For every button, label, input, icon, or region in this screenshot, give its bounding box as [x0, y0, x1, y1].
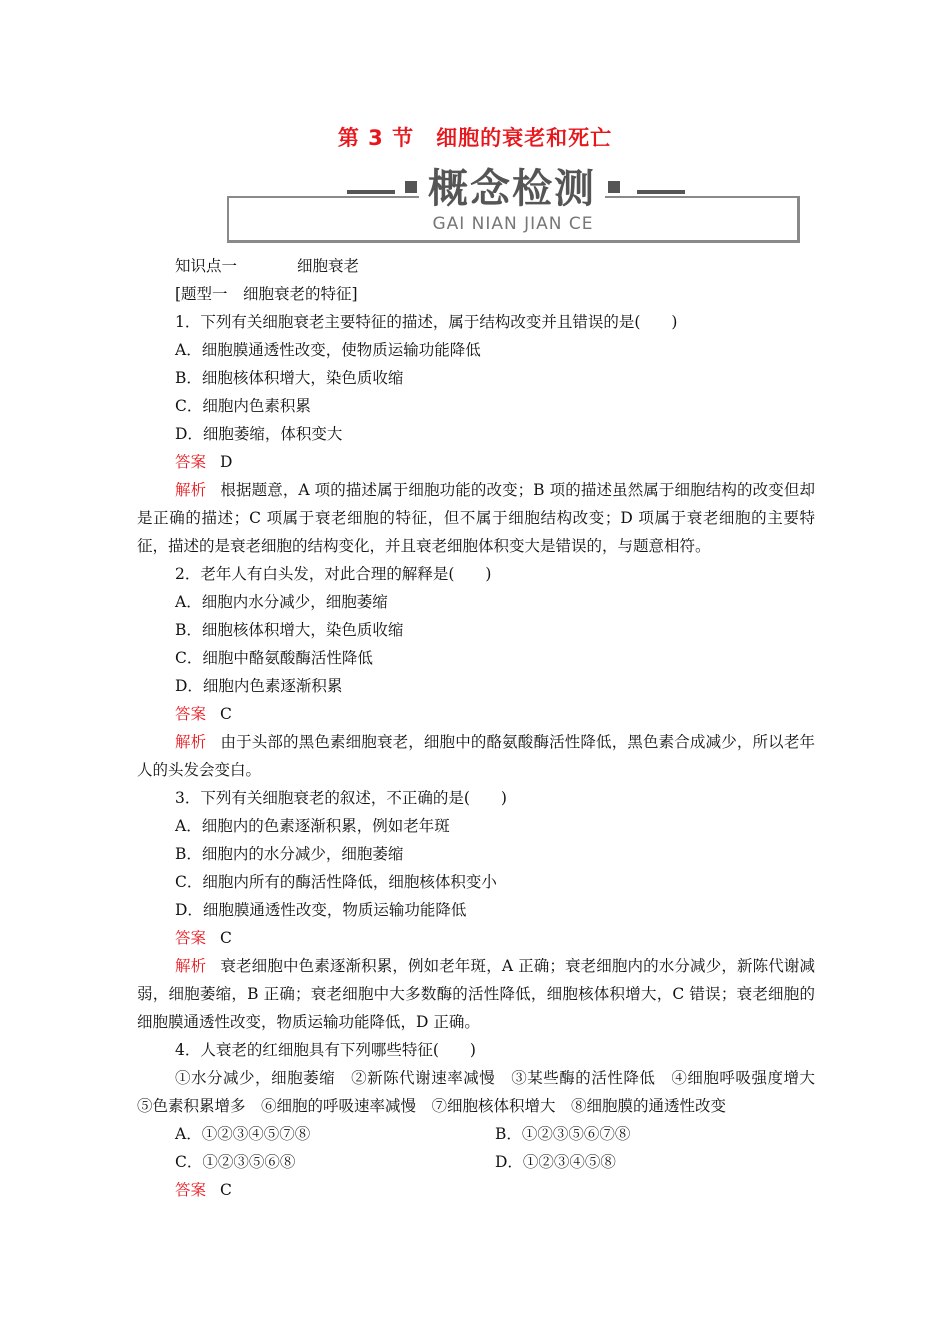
question-type-heading: [题型一 细胞衰老的特征] — [175, 285, 358, 303]
answer-label: 答案 — [175, 453, 207, 471]
answer-value: C — [220, 1181, 232, 1199]
analysis-label: 解析 — [175, 957, 207, 975]
analysis-text: 由于头部的黑色素细胞衰老，细胞中的酪氨酸酶活性降低，黑色素合成减少，所以老年人的头发会变白。 — [137, 733, 815, 779]
answer-value: D — [220, 453, 233, 471]
banner-square-right — [608, 181, 620, 193]
banner-square-left — [405, 181, 417, 193]
analysis-label: 解析 — [175, 481, 207, 499]
answer-line — [137, 700, 815, 728]
question-option: B．①②③⑤⑥⑦⑧ — [495, 1125, 631, 1143]
question-stem: 2．老年人有白头发，对此合理的解释是( ) — [175, 565, 492, 583]
question-option: B．细胞核体积增大，染色质收缩 — [175, 369, 404, 387]
answer-label: 答案 — [175, 929, 207, 947]
answer-line — [137, 1176, 815, 1204]
banner-title-en: GAI NIAN JIAN CE — [432, 214, 594, 234]
question-option: B．细胞核体积增大，染色质收缩 — [175, 621, 404, 639]
analysis-text: 衰老细胞中色素逐渐积累，例如老年斑，A 正确；衰老细胞内的水分减少，新陈代谢减弱，细胞萎缩，B 正确；衰老细胞中大多数酶的活性降低，细胞核体积增大，C 错误；衰老细胞的细胞膜通透性改变，物质运输功能降低，D 正确。 — [137, 957, 815, 1031]
question-statements: ①水分减少，细胞萎缩 ②新陈代谢速率减慢 ③某些酶的活性降低 ④细胞呼吸强度增大 ⑤色素积累增多 ⑥细胞的呼吸速率减慢 ⑦细胞核体积增大 ⑧细胞膜的通透性改变 — [137, 1069, 831, 1115]
banner-rule-right — [637, 190, 685, 202]
question-option: D．①②③④⑤⑧ — [495, 1153, 616, 1171]
question-option: A．细胞内的色素逐渐积累，例如老年斑 — [175, 817, 450, 835]
answer-line — [137, 924, 815, 952]
question-option: B．细胞内的水分减少，细胞萎缩 — [175, 845, 404, 863]
banner-title-cn: 概念检测 — [419, 166, 605, 212]
question-option: D．细胞膜通透性改变，物质运输功能降低 — [175, 901, 467, 919]
question-option: C．细胞内色素积累 — [175, 397, 311, 415]
question-option: C．细胞中酪氨酸酶活性降低 — [175, 649, 373, 667]
question-option: A．①②③④⑤⑦⑧ — [175, 1125, 311, 1143]
question-option: A．细胞内水分减少，细胞萎缩 — [175, 593, 388, 611]
knowledge-point-name: 细胞衰老 — [297, 257, 360, 275]
option-row — [137, 1120, 815, 1148]
question-option: A．细胞膜通透性改变，使物质运输功能降低 — [175, 341, 481, 359]
question-option: D．细胞内色素逐渐积累 — [175, 677, 343, 695]
analysis-text: 根据题意，A 项的描述属于细胞功能的改变；B 项的描述虽然属于细胞结构的改变但却是正确的描述；C 项属于衰老细胞的特征，但不属于细胞结构改变；D 项属于衰老细胞的主要特征，描述的是衰老细胞的结构变化，并且衰老细胞体积变大是错误的，与题意相符。 — [137, 481, 815, 555]
section-banner — [227, 166, 799, 242]
analysis-paragraph — [137, 728, 815, 784]
knowledge-point-heading — [137, 252, 815, 280]
answer-label: 答案 — [175, 1181, 207, 1199]
question-option: D．细胞萎缩，体积变大 — [175, 425, 343, 443]
answer-label: 答案 — [175, 705, 207, 723]
document-body — [137, 252, 831, 1204]
answer-value: C — [220, 705, 232, 723]
banner-rule-left — [347, 190, 395, 202]
answer-value: C — [220, 929, 232, 947]
question-stem: 4．人衰老的红细胞具有下列哪些特征( ) — [175, 1041, 476, 1059]
analysis-paragraph — [137, 952, 815, 1036]
question-stem: 3．下列有关细胞衰老的叙述，不正确的是( ) — [175, 789, 507, 807]
option-row — [137, 1148, 815, 1176]
question-option: C．①②③⑤⑥⑧ — [175, 1153, 296, 1171]
question-stem: 1．下列有关细胞衰老主要特征的描述，属于结构改变并且错误的是( ) — [175, 313, 678, 331]
analysis-label: 解析 — [175, 733, 207, 751]
knowledge-point-label: 知识点一 — [175, 257, 238, 275]
analysis-paragraph — [137, 476, 815, 560]
question-option: C．细胞内所有的酶活性降低，细胞核体积变小 — [175, 873, 497, 891]
answer-line — [137, 448, 815, 476]
page-title: 第 3 节 细胞的衰老和死亡 — [337, 126, 613, 150]
